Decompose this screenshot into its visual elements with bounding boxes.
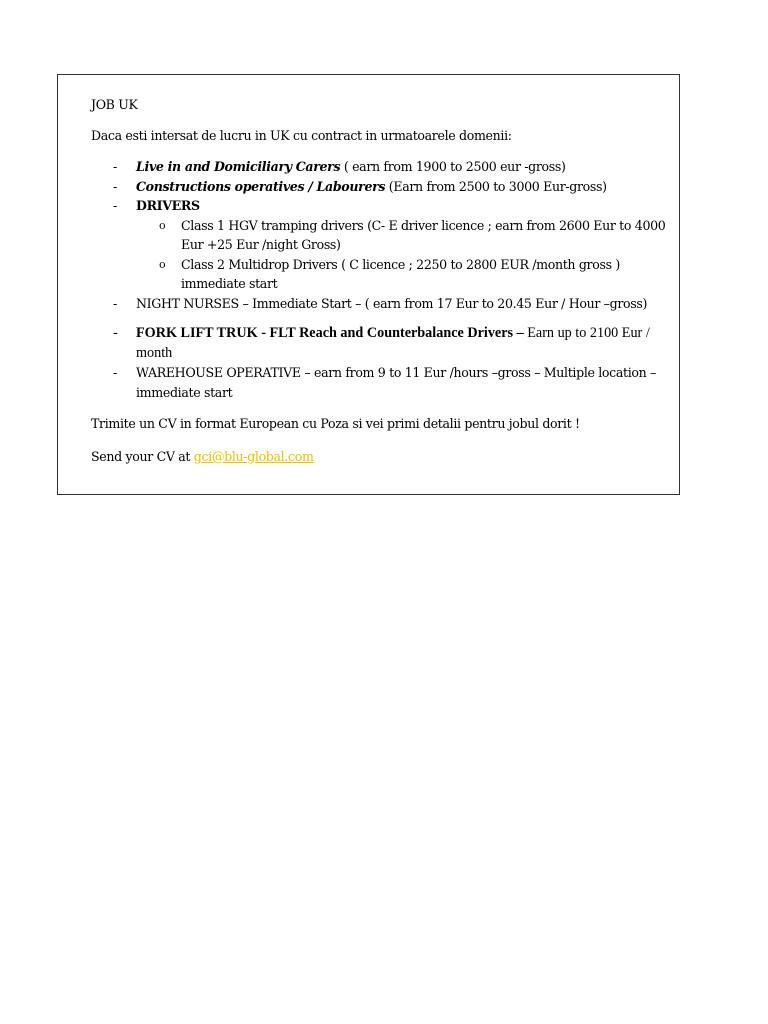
dash-bullet: -: [113, 178, 117, 194]
list-item-night-nurses: [91, 294, 671, 314]
item-label: NIGHT NURSES: [136, 295, 239, 311]
dash-bullet: -: [113, 295, 117, 311]
sub-item-text: Class 1 HGV tramping drivers (C- E driver licence ; earn from 2600 Eur to 4000 Eur +25 Eur /night Gross): [181, 217, 666, 252]
job-ad-content: [91, 95, 671, 466]
dash-bullet: -: [113, 198, 117, 213]
item-detail: (Earn from 2500 to 3000 Eur-gross): [385, 178, 607, 194]
email-link[interactable]: gci@blu-global.com: [193, 448, 314, 464]
dash-bullet: -: [113, 365, 117, 380]
dash-bullet: -: [113, 325, 118, 341]
circle-bullet: o: [159, 257, 166, 271]
item-label: WAREHOUSE OPERATIVE: [136, 365, 301, 380]
item-label: Constructions operatives / Labourers: [136, 178, 386, 194]
list-item-forklift: [91, 324, 671, 363]
cv-instructions: Trimite un CV in format European cu Poza si vei primi detalii pentru jobul dorit !: [91, 416, 580, 431]
job-ad-box: [57, 74, 680, 495]
list-item-construction: [91, 177, 671, 197]
job-list: [91, 157, 671, 402]
sublist-item-hgv: [136, 216, 671, 255]
sublist-item-multidrop: [136, 255, 671, 294]
item-label: FORK LIFT TRUK - FLT Reach and Counterbalance Drivers –: [136, 325, 524, 341]
drivers-sublist: [136, 216, 671, 294]
item-detail: Earn up to 2100 Eur / month: [136, 325, 650, 361]
list-item-drivers: [91, 196, 671, 294]
dash-bullet: -: [113, 159, 117, 174]
list-item-carers: [91, 157, 671, 177]
item-detail: – Immediate Start – ( earn from 17 Eur to 20.45 Eur / Hour –gross): [238, 295, 648, 311]
ad-intro: Daca esti intersat de lucru in UK cu contract in urmatoarele domenii:: [91, 127, 512, 143]
ad-title: JOB UK: [91, 97, 138, 112]
list-item-warehouse: [91, 363, 671, 402]
item-label: Live in and Domiciliary Carers: [136, 159, 341, 174]
circle-bullet: o: [159, 218, 166, 232]
send-cv-label: Send your CV at: [91, 448, 194, 464]
send-cv-line: [91, 447, 671, 467]
sub-item-text: Class 2 Multidrop Drivers ( C licence ; 2250 to 2800 EUR /month gross ) immediate start: [181, 256, 620, 291]
item-detail: – earn from 9 to 11 Eur /hours –gross – Multiple location – immediate start: [136, 365, 657, 400]
item-detail: ( earn from 1900 to 2500 eur -gross): [340, 159, 566, 174]
item-label: DRIVERS: [136, 198, 200, 213]
